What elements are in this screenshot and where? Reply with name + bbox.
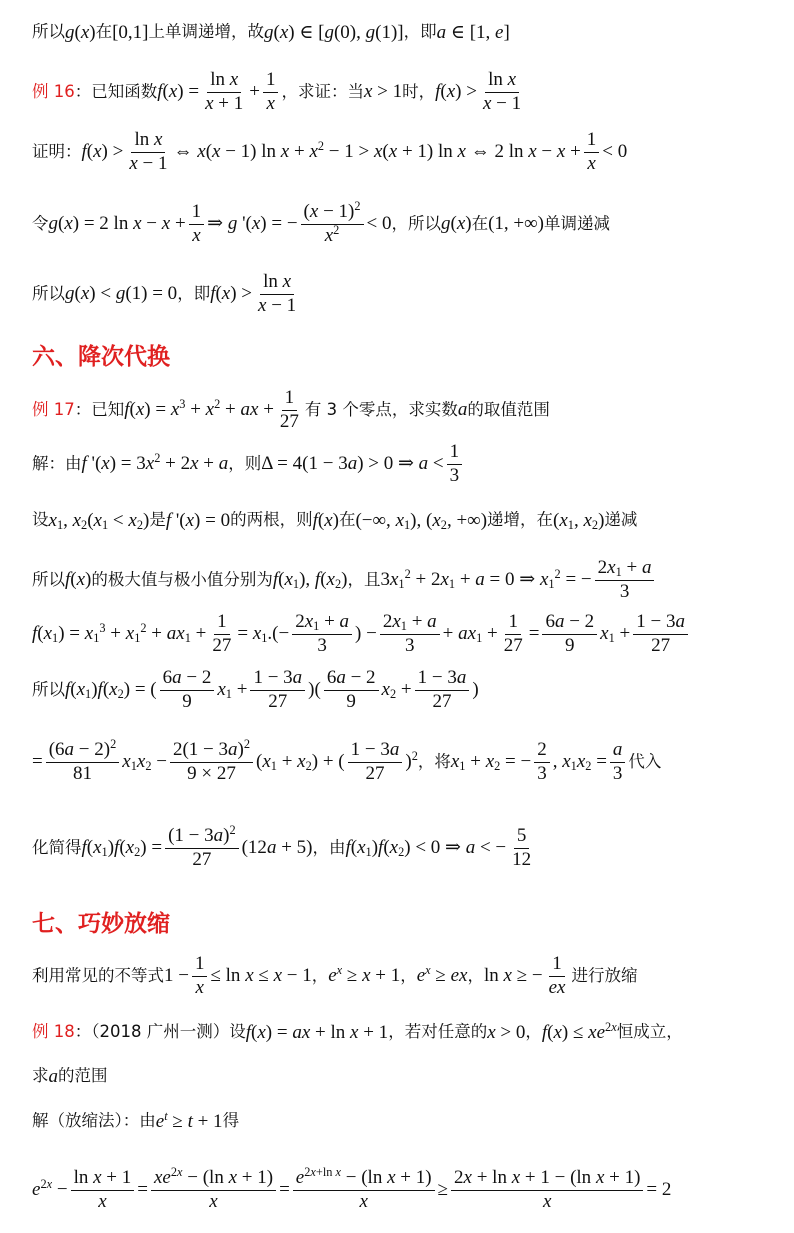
example-17-solution-4: $f(x_1) = x_1^3 + x_1^2 + ax_1$ + $\frac{1}{27}$ = $x_1.(-$ $\frac{2x_1 + a}{3}$ ) − $\frac{2x_1 + a}{3}$ + $ax_1$ + $\frac{1}{27}$ = $\frac{6a - 2}{9}$ $x_1$ + $\frac{1 - 3a}{27}$ xyxy=(32,612,786,657)
example-17-solution-5: 所以 $f(x_1)f(x_2)$ = ( $\frac{6a - 2}{9}$ $x_1$ + $\frac{1 - 3a}{27}$ )( $\frac{6a - 2}{9}$ $x_2$ + $\frac{1 - 3a}{27}$ ) xyxy=(32,667,479,712)
example-18-statement: 例 18 ：（2018 广州一测）设 f(x) = ax + ln x + 1 ，若对任意的 x > 0 ， $f(x) \le xe^{2x}$ 恒成立， xyxy=(32,1020,683,1043)
example-17-statement: 例 17 ：已知 $f(x) = x^3 + x^2$ + ax + $\frac{1}{27}$ 有 3 个零点，求实数 a 的取值范围 xyxy=(32,387,550,432)
section-heading-6: 六、降次代换 xyxy=(32,344,170,370)
example-17-solution-3: 所以 f(x) 的极大值与极小值分别为 $f(x_1)$, $f(x_2)$ ，且 $3x_1^2 + 2x_1 + a = 0$ ⇒ $x_1^2$ = − $\frac{2x_1 + a}{3}$ xyxy=(32,558,786,603)
inequality-list: 利用常见的不等式 1 − $\frac{1}{x}$ ≤ ln x ≤ x − 1 ， $e^x \ge x + 1$ ， $e^x$ ≥ ex ， ln x ≥ − $\frac{1}{ex}$ 进行放缩 xyxy=(32,953,638,998)
example-16-conclusion: 所以 g(x) < g(1) = 0 ，即 f(x) > $\frac{\text{ln x}}{x - 1}$ xyxy=(32,271,297,316)
example-16-proof: 证明： f(x) > $\frac{\text{ln x}}{x - 1}$ ⇔ x(x − 1) $\ln x + x^2 - 1 > x(x + 1)$ ln x ⇔ 2 ln x − x + $\frac{1}{x}$ < 0 xyxy=(32,129,628,174)
example-16-derivative: 令 g(x) = 2 ln x − x + $\frac{1}{x}$ ⇒ g '(x) = − $\frac{(x - 1)^2}{x^2}$ < 0 ，所以 g(x) 在 (1, +∞) 单调递减 xyxy=(32,199,611,246)
example-17-solution-6: = $\frac{(6a - 2)^2}{81}$ $x_1x_2$ − $\frac{2(1 - 3a)^2}{9 \times 27}$ $(x_1 + x_2)$ + ( $\frac{1 - 3a}{27}$ )$^2$ ，将 $x_1 + x_2$ = − $\frac{2}{3}$ , $x_1x_2$ = $\frac{a}{3}$ 代入 xyxy=(32,737,662,784)
line-1: 所以 g(x) 在 [0,1] 上单调递增，故 g(x) ∈ [g(0), g(1)] ，即 a ∈ [1, e] xyxy=(32,22,510,43)
section-heading-7: 七、巧妙放缩 xyxy=(32,911,170,937)
example-17-solution-2: 设 $x_1$, $x_2(x_1 < x_2)$ 是 f '(x) = 0 的两根，则 f(x) 在 (−∞, $x_1$), ($x_2$, +∞) 递增，在 ($x_1$, $x_2$) 递减 xyxy=(32,510,638,533)
example-18-solution-2: $e^{2x}$ − $\frac{\text{ln x + 1}}{x}$ = $\frac{xe^{2x} - (\ln x + 1)}{x}$ = $\frac{e^{2x+ln x} - (\ln x + 1)}{x}$ ≥ $\frac{\text{2x + ln x + 1 − (ln x + 1)}}{x}$ = 2 xyxy=(32,1165,672,1212)
example-18-solution-1: 解（放缩法）：由 $e^t \ge t + 1$ 得 xyxy=(32,1109,240,1132)
example-18-statement-2: 求 a 的范围 xyxy=(32,1066,108,1087)
example-17-solution-1: 解：由 f '$(x) = 3x^2 + 2x + a$ ，则 Δ = 4(1 − 3a) > 0 ⇒ a < $\frac{1}{3}$ xyxy=(32,442,786,487)
example-16-statement: 例 16 ：已知函数 f(x) = $\frac{\text{ln x}}{x + 1}$ + $\frac{1}{x}$ ，求证：当 x > 1 时， f(x) > $\frac{\text{ln x}}{x - 1}$ xyxy=(32,69,522,114)
example-17-solution-7: 化简得 $f(x_1)f(x_2)$ = $\frac{(1 - 3a)^2}{27}$ (12a + 5) ，由 $f(x_1)f(x_2) < 0$ ⇒ a < − $\frac{5}{12}$ xyxy=(32,823,532,870)
